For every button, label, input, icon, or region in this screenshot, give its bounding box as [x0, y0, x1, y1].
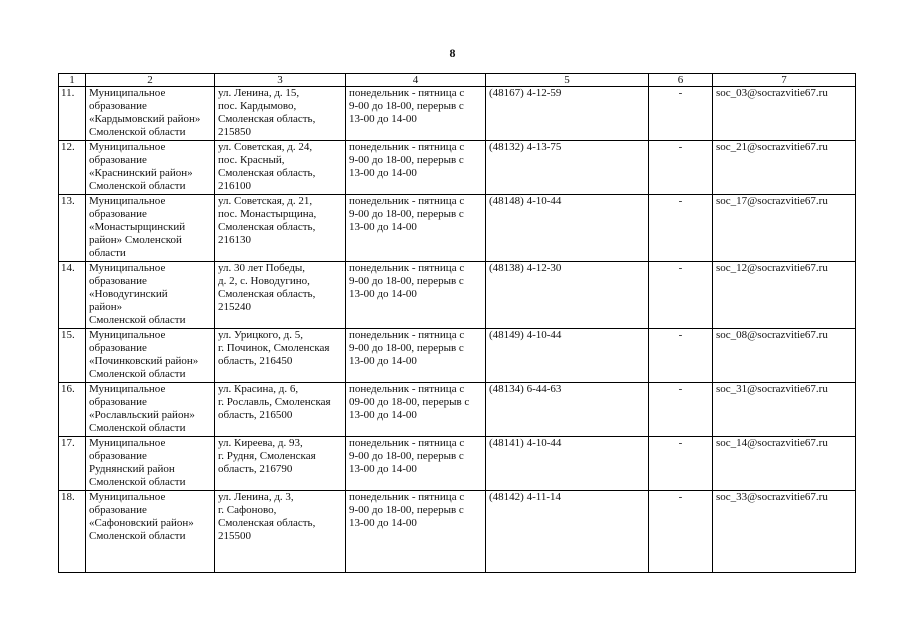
- fax: -: [649, 491, 713, 573]
- row-number: 15.: [59, 329, 86, 383]
- row-number: 16.: [59, 383, 86, 437]
- table-row: [59, 141, 856, 195]
- column-header: 7: [713, 74, 856, 87]
- working-hours: понедельник - пятница с 09-00 до 18-00, перерыв с 13-00 до 14-00: [346, 383, 486, 437]
- email: soc_31@socrazvitie67.ru: [713, 383, 856, 437]
- municipality-name: Муниципальное образование «Рославльский район» Смоленской области: [86, 383, 215, 437]
- municipality-name: Муниципальное образование Руднянский район Смоленской области: [86, 437, 215, 491]
- phone: (48148) 4-10-44: [486, 195, 649, 262]
- header-row: [59, 74, 856, 87]
- fax: -: [649, 195, 713, 262]
- column-header: 1: [59, 74, 86, 87]
- municipality-name: Муниципальное образование «Краснинский район» Смоленской области: [86, 141, 215, 195]
- address: ул. Урицкого, д. 5, г. Починок, Смоленская область, 216450: [215, 329, 346, 383]
- email: soc_17@socrazvitie67.ru: [713, 195, 856, 262]
- table-row: [59, 195, 856, 262]
- column-header: 5: [486, 74, 649, 87]
- address: ул. 30 лет Победы, д. 2, с. Новодугино, Смоленская область, 215240: [215, 262, 346, 329]
- fax: -: [649, 437, 713, 491]
- column-header: 2: [86, 74, 215, 87]
- address: ул. Ленина, д. 3, г. Сафоново, Смоленская область, 215500: [215, 491, 346, 573]
- working-hours: понедельник - пятница с 9-00 до 18-00, перерыв с 13-00 до 14-00: [346, 141, 486, 195]
- address: ул. Красина, д. 6, г. Рославль, Смоленская область, 216500: [215, 383, 346, 437]
- email: soc_12@socrazvitie67.ru: [713, 262, 856, 329]
- phone: (48134) 6-44-63: [486, 383, 649, 437]
- row-number: 14.: [59, 262, 86, 329]
- phone: (48132) 4-13-75: [486, 141, 649, 195]
- column-header: 4: [346, 74, 486, 87]
- table-row: [59, 329, 856, 383]
- email: soc_03@socrazvitie67.ru: [713, 87, 856, 141]
- table-row: [59, 491, 856, 573]
- table-row: [59, 437, 856, 491]
- fax: -: [649, 329, 713, 383]
- phone: (48138) 4-12-30: [486, 262, 649, 329]
- working-hours: понедельник - пятница с 9-00 до 18-00, перерыв с 13-00 до 14-00: [346, 262, 486, 329]
- email: soc_14@socrazvitie67.ru: [713, 437, 856, 491]
- row-number: 11.: [59, 87, 86, 141]
- row-number: 13.: [59, 195, 86, 262]
- column-header: 3: [215, 74, 346, 87]
- fax: -: [649, 262, 713, 329]
- fax: -: [649, 87, 713, 141]
- phone: (48142) 4-11-14: [486, 491, 649, 573]
- municipality-name: Муниципальное образование «Новодугинский район» Смоленской области: [86, 262, 215, 329]
- fax: -: [649, 383, 713, 437]
- working-hours: понедельник - пятница с 9-00 до 18-00, перерыв с 13-00 до 14-00: [346, 437, 486, 491]
- municipality-name: Муниципальное образование «Кардымовский район» Смоленской области: [86, 87, 215, 141]
- address: ул. Ленина, д. 15, пос. Кардымово, Смоленская область, 215850: [215, 87, 346, 141]
- table-row: [59, 87, 856, 141]
- municipality-name: Муниципальное образование «Починковский район» Смоленской области: [86, 329, 215, 383]
- phone: (48141) 4-10-44: [486, 437, 649, 491]
- municipality-name: Муниципальное образование «Сафоновский район» Смоленской области: [86, 491, 215, 573]
- email: soc_21@socrazvitie67.ru: [713, 141, 856, 195]
- row-number: 12.: [59, 141, 86, 195]
- phone: (48167) 4-12-59: [486, 87, 649, 141]
- page-number: 8: [449, 46, 456, 60]
- address: ул. Советская, д. 24, пос. Красный, Смоленская область, 216100: [215, 141, 346, 195]
- address: ул. Киреева, д. 93, г. Рудня, Смоленская область, 216790: [215, 437, 346, 491]
- working-hours: понедельник - пятница с 9-00 до 18-00, перерыв с 13-00 до 14-00: [346, 329, 486, 383]
- column-header: 6: [649, 74, 713, 87]
- working-hours: понедельник - пятница с 9-00 до 18-00, перерыв с 13-00 до 14-00: [346, 87, 486, 141]
- address: ул. Советская, д. 21, пос. Монастырщина, Смоленская область, 216130: [215, 195, 346, 262]
- working-hours: понедельник - пятница с 9-00 до 18-00, перерыв с 13-00 до 14-00: [346, 491, 486, 573]
- table-row: [59, 383, 856, 437]
- row-number: 18.: [59, 491, 86, 573]
- offices-table: [58, 73, 856, 573]
- fax: -: [649, 141, 713, 195]
- table-row: [59, 262, 856, 329]
- working-hours: понедельник - пятница с 9-00 до 18-00, перерыв с 13-00 до 14-00: [346, 195, 486, 262]
- phone: (48149) 4-10-44: [486, 329, 649, 383]
- email: soc_33@socrazvitie67.ru: [713, 491, 856, 573]
- municipality-name: Муниципальное образование «Монастырщинский район» Смоленской области: [86, 195, 215, 262]
- email: soc_08@socrazvitie67.ru: [713, 329, 856, 383]
- row-number: 17.: [59, 437, 86, 491]
